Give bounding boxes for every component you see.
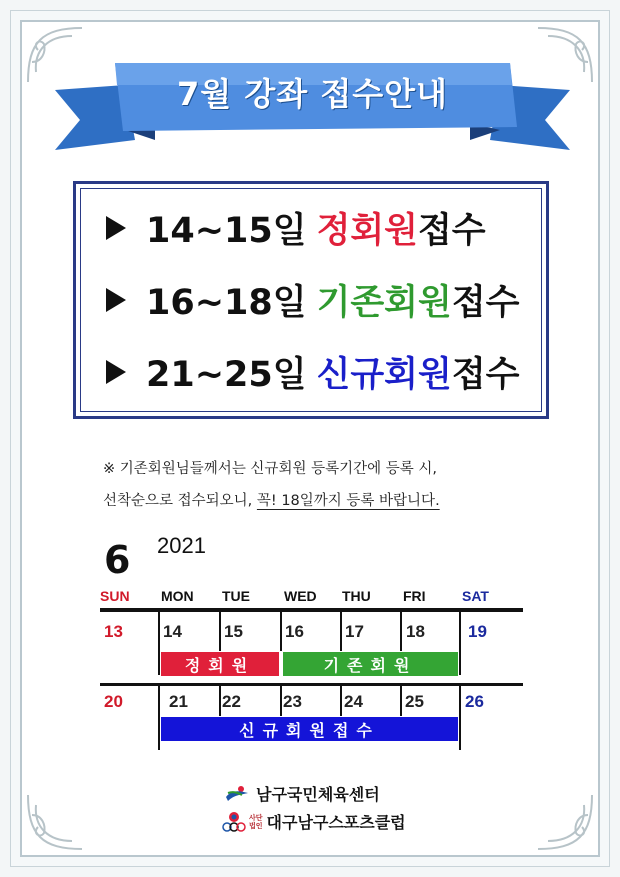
weekday-fri: FRI — [403, 588, 426, 604]
notice-line-2: 선착순으로 접수되오니, 꼭! 18일까지 등록 바랍니다. — [103, 493, 440, 509]
schedule-row — [106, 200, 486, 256]
calendar-day: 16 — [285, 622, 304, 641]
weekday-wed: WED — [284, 588, 317, 604]
weekday-sat: SAT — [462, 588, 489, 604]
schedule-suffix: 접수 — [418, 211, 486, 251]
schedule-member-type: 정회원 — [316, 211, 418, 251]
calendar-day: 22 — [222, 692, 241, 711]
calendar-divider — [340, 611, 342, 651]
weekday-mon: MON — [161, 588, 194, 604]
schedule-member-type: 신규회원 — [316, 355, 452, 395]
weekday-thu: THU — [342, 588, 371, 604]
schedule-date: 16~18일 — [146, 283, 307, 323]
play-triangle-icon — [106, 360, 126, 384]
schedule-row — [106, 272, 519, 328]
schedule-suffix: 접수 — [451, 283, 520, 323]
new-member-bar: 신규회원접수 — [161, 717, 458, 741]
calendar-year: 2021 — [157, 533, 206, 558]
notice-line-1: ※ 기존회원님들께서는 신규회원 등록기간에 등록 시, — [103, 461, 437, 477]
weekday-sun: SUN — [100, 588, 130, 604]
calendar-divider — [400, 611, 402, 651]
corner-flourish-icon — [22, 785, 92, 855]
calendar-divider — [219, 686, 221, 716]
calendar-divider — [280, 611, 282, 651]
calendar-day: 13 — [104, 622, 123, 641]
calendar-day: 23 — [283, 692, 302, 711]
calendar-day: 24 — [344, 692, 363, 711]
schedule-box — [73, 181, 549, 419]
schedule-member-type: 기존회원 — [316, 283, 452, 323]
existing-member-bar: 기존회원 — [283, 652, 458, 676]
org-daegu-sports-club — [222, 810, 406, 833]
calendar-divider — [340, 686, 342, 716]
org-name-2: 대구남구스포츠클럽 — [266, 813, 406, 832]
play-triangle-icon — [106, 288, 126, 312]
calendar-divider — [158, 686, 160, 750]
title-banner — [55, 45, 570, 155]
play-triangle-icon — [106, 216, 126, 240]
schedule-suffix: 접수 — [451, 355, 520, 395]
calendar-month: 6 — [104, 538, 131, 582]
calendar-divider — [459, 611, 461, 675]
calendar-divider — [459, 686, 461, 750]
schedule-row — [106, 344, 519, 400]
calendar-day: 17 — [345, 622, 364, 641]
calendar-day: 21 — [169, 692, 188, 711]
sports-club-rings-icon — [222, 811, 246, 833]
org-nam-gu-sports-center — [224, 782, 380, 805]
calendar-day: 20 — [104, 692, 123, 711]
notice-text — [103, 453, 543, 517]
calendar-day: 15 — [224, 622, 243, 641]
calendar-divider — [219, 611, 221, 651]
calendar-day: 25 — [405, 692, 424, 711]
regular-member-bar: 정회원 — [161, 652, 279, 676]
weekday-tue: TUE — [222, 588, 250, 604]
corporation-label: 사단 법인 — [249, 813, 263, 830]
banner-title: 7월 강좌 접수안내 — [177, 75, 448, 113]
schedule-date: 14~15일 — [146, 211, 307, 251]
schedule-date: 21~25일 — [146, 355, 307, 395]
calendar-divider — [158, 611, 160, 675]
calendar-day: 26 — [465, 692, 484, 711]
calendar-divider — [400, 686, 402, 716]
org-name-1: 남구국민체육센터 — [256, 785, 380, 804]
calendar-divider — [280, 686, 282, 716]
corner-flourish-icon — [528, 785, 598, 855]
sports-center-logo-icon — [224, 785, 250, 803]
calendar-day: 14 — [163, 622, 182, 641]
notice-deadline: 꼭! 18일까지 등록 바랍니다. — [256, 493, 440, 509]
calendar-day: 19 — [468, 622, 487, 641]
calendar-day: 18 — [406, 622, 425, 641]
